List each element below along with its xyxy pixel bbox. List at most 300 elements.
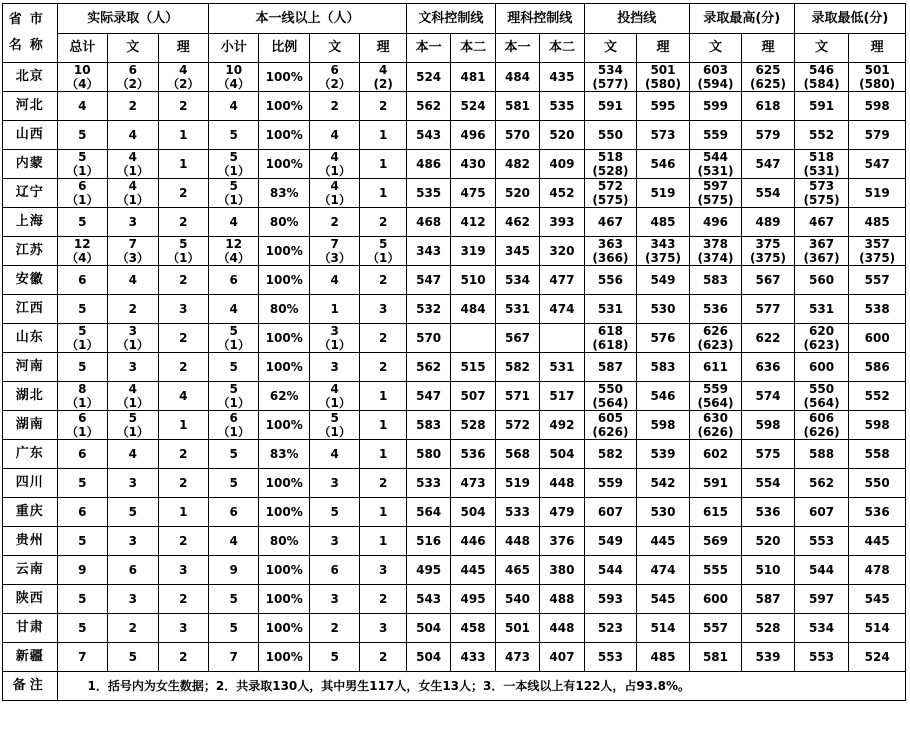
cell-line: 363 — [597, 237, 623, 251]
cell-line: 7 — [128, 237, 137, 251]
table-cell — [57, 382, 107, 411]
sub-header: 本二 — [451, 34, 495, 63]
table-cell: 2 — [360, 92, 406, 121]
table-cell: 100% — [259, 63, 309, 92]
table-cell: 2 — [360, 469, 406, 498]
table-cell: 1 — [360, 440, 406, 469]
table-cell: 593 — [584, 585, 637, 614]
cell-line: 5 — [78, 150, 87, 164]
table-cell: 559 — [689, 121, 742, 150]
cell-line: 10 — [73, 63, 91, 77]
province-cell: 江苏 — [3, 237, 58, 266]
table-cell: 474 — [540, 295, 584, 324]
table-cell: 535 — [540, 92, 584, 121]
table-cell — [584, 411, 637, 440]
cell-line: 4 — [179, 63, 188, 77]
table-cell: 2 — [360, 585, 406, 614]
table-cell: 482 — [495, 150, 539, 179]
province-cell: 河北 — [3, 92, 58, 121]
cell-line: 550 — [809, 382, 835, 396]
table-cell: 83% — [259, 179, 309, 208]
table-cell: 524 — [451, 92, 495, 121]
table-cell: 2 — [309, 92, 359, 121]
table-cell — [540, 324, 584, 353]
table-cell: 543 — [406, 585, 450, 614]
table-cell: 581 — [495, 92, 539, 121]
table-cell: 495 — [406, 556, 450, 585]
table-cell: 517 — [540, 382, 584, 411]
table-cell: 531 — [495, 295, 539, 324]
table-cell: 539 — [637, 440, 690, 469]
table-row — [3, 295, 906, 324]
table-cell: 532 — [406, 295, 450, 324]
table-cell — [309, 382, 359, 411]
table-cell: 553 — [794, 527, 849, 556]
table-cell: 485 — [849, 208, 906, 237]
table-cell: 519 — [637, 179, 690, 208]
table-cell: 523 — [584, 614, 637, 643]
table-cell — [637, 237, 690, 266]
group-submission-line: 投挡线 — [584, 4, 689, 34]
cell-line: 367 — [809, 237, 835, 251]
table-cell: 607 — [584, 498, 637, 527]
table-cell — [360, 63, 406, 92]
table-cell: 5 — [57, 585, 107, 614]
table-cell: 598 — [849, 92, 906, 121]
table-cell: 4 — [309, 121, 359, 150]
cell-line: （2） — [318, 77, 351, 91]
table-cell: 319 — [451, 237, 495, 266]
table-cell: 536 — [689, 295, 742, 324]
sub-header: 比例 — [259, 34, 309, 63]
table-cell: 3 — [309, 527, 359, 556]
table-cell: 554 — [742, 179, 795, 208]
table-cell: 452 — [540, 179, 584, 208]
cell-line: （4） — [217, 77, 250, 91]
table-cell: 9 — [208, 556, 258, 585]
province-cell: 甘肃 — [3, 614, 58, 643]
header-row-sub — [3, 34, 906, 63]
table-cell: 622 — [742, 324, 795, 353]
cell-line: 6 — [330, 63, 339, 77]
table-cell: 549 — [637, 266, 690, 295]
table-cell — [794, 179, 849, 208]
table-cell — [689, 237, 742, 266]
table-cell: 2 — [158, 469, 208, 498]
table-cell: 4 — [208, 295, 258, 324]
cell-line: （1） — [318, 425, 351, 439]
table-cell — [689, 179, 742, 208]
table-cell: 445 — [637, 527, 690, 556]
table-cell — [794, 237, 849, 266]
table-row — [3, 382, 906, 411]
cell-line: (367) — [803, 251, 840, 265]
table-cell: 3 — [158, 614, 208, 643]
table-cell: 1 — [158, 498, 208, 527]
table-cell: 100% — [259, 614, 309, 643]
table-cell: 591 — [794, 92, 849, 121]
note-label: 备注 — [3, 672, 58, 701]
table-cell: 5 — [208, 469, 258, 498]
table-cell: 591 — [689, 469, 742, 498]
table-cell — [309, 411, 359, 440]
table-cell — [689, 324, 742, 353]
table-cell — [584, 382, 637, 411]
cell-line: (531) — [803, 164, 840, 178]
table-cell: 5 — [208, 585, 258, 614]
table-cell: 2 — [108, 92, 158, 121]
table-cell: 544 — [794, 556, 849, 585]
sub-header: 本一 — [495, 34, 539, 63]
cell-line: 625 — [755, 63, 781, 77]
cell-line: 6 — [229, 411, 238, 425]
table-cell: 3 — [309, 585, 359, 614]
cell-line: 5 — [229, 179, 238, 193]
table-cell — [360, 237, 406, 266]
table-cell — [794, 324, 849, 353]
table-cell: 552 — [794, 121, 849, 150]
table-cell: 3 — [309, 469, 359, 498]
group-max-score: 录取最高(分) — [689, 4, 794, 34]
cell-line: (626) — [592, 425, 629, 439]
table-cell: 528 — [742, 614, 795, 643]
table-cell: 100% — [259, 498, 309, 527]
table-cell: 4 — [208, 92, 258, 121]
table-cell: 4 — [208, 527, 258, 556]
table-cell: 343 — [406, 237, 450, 266]
table-cell: 598 — [637, 411, 690, 440]
sub-header: 理 — [637, 34, 690, 63]
table-cell — [208, 382, 258, 411]
table-cell: 5 — [57, 614, 107, 643]
cell-line: (575) — [697, 193, 734, 207]
table-cell: 475 — [451, 179, 495, 208]
table-cell: 495 — [451, 585, 495, 614]
table-cell — [584, 179, 637, 208]
table-cell: 486 — [406, 150, 450, 179]
table-cell: 3 — [108, 469, 158, 498]
table-cell: 514 — [637, 614, 690, 643]
cell-line: 6 — [78, 179, 87, 193]
table-cell: 4 — [309, 440, 359, 469]
cell-line: (623) — [803, 338, 840, 352]
cell-line: 518 — [809, 150, 835, 164]
cell-line: 572 — [597, 179, 623, 193]
table-cell: 591 — [584, 92, 637, 121]
table-cell: 2 — [158, 179, 208, 208]
table-cell: 507 — [451, 382, 495, 411]
table-cell: 636 — [742, 353, 795, 382]
table-cell — [208, 63, 258, 92]
table-cell: 492 — [540, 411, 584, 440]
table-cell: 587 — [742, 585, 795, 614]
table-cell — [794, 382, 849, 411]
table-row — [3, 469, 906, 498]
table-cell: 583 — [637, 353, 690, 382]
cell-line: 597 — [702, 179, 729, 193]
table-cell: 4 — [158, 382, 208, 411]
cell-line: （1） — [116, 193, 149, 207]
cell-line: （3） — [116, 251, 149, 265]
table-cell: 435 — [540, 63, 584, 92]
cell-line: (528) — [592, 164, 629, 178]
table-cell: 485 — [637, 643, 690, 672]
table-cell — [451, 324, 495, 353]
cell-line: (625) — [750, 77, 787, 91]
table-cell: 524 — [849, 643, 906, 672]
table-cell: 80% — [259, 527, 309, 556]
province-cell: 山西 — [3, 121, 58, 150]
table-cell: 530 — [637, 498, 690, 527]
cell-line: (626) — [697, 425, 734, 439]
cell-line: 630 — [702, 411, 729, 425]
table-cell: 9 — [57, 556, 107, 585]
cell-line: （1） — [116, 396, 149, 410]
cell-line: 5 — [330, 411, 339, 425]
table-cell — [208, 324, 258, 353]
table-cell: 552 — [849, 382, 906, 411]
table-cell: 5 — [108, 643, 158, 672]
table-cell: 474 — [637, 556, 690, 585]
table-cell: 2 — [158, 92, 208, 121]
table-cell: 4 — [108, 121, 158, 150]
table-cell: 586 — [849, 353, 906, 382]
sub-header: 理 — [849, 34, 906, 63]
table-cell: 80% — [259, 295, 309, 324]
table-cell: 407 — [540, 643, 584, 672]
table-cell — [208, 150, 258, 179]
table-cell: 465 — [495, 556, 539, 585]
table-cell: 467 — [584, 208, 637, 237]
cell-line: 12 — [225, 237, 243, 251]
table-cell — [309, 324, 359, 353]
table-cell: 4 — [57, 92, 107, 121]
sub-header: 本一 — [406, 34, 450, 63]
table-cell — [849, 237, 906, 266]
table-cell: 6 — [309, 556, 359, 585]
table-cell: 538 — [849, 295, 906, 324]
table-cell: 540 — [495, 585, 539, 614]
cell-line: (375) — [859, 251, 896, 265]
table-cell: 2 — [158, 353, 208, 382]
cell-line: 5 — [229, 150, 238, 164]
cell-line: （1） — [66, 164, 99, 178]
cell-line: (584) — [803, 77, 840, 91]
table-cell: 445 — [451, 556, 495, 585]
cell-line: (2) — [373, 77, 393, 91]
table-cell — [584, 237, 637, 266]
table-cell: 4 — [208, 208, 258, 237]
sub-header: 总计 — [57, 34, 107, 63]
table-cell: 562 — [406, 353, 450, 382]
group-arts-control-line: 文科控制线 — [406, 4, 495, 34]
cell-line: （1） — [66, 193, 99, 207]
cell-line: 605 — [597, 411, 623, 425]
table-cell: 80% — [259, 208, 309, 237]
table-cell: 570 — [495, 121, 539, 150]
cell-line: 8 — [78, 382, 87, 396]
table-cell — [158, 63, 208, 92]
table-cell: 4 — [108, 266, 158, 295]
sub-header: 文 — [584, 34, 637, 63]
cell-line: 4 — [128, 179, 137, 193]
table-cell: 520 — [495, 179, 539, 208]
table-cell: 5 — [208, 121, 258, 150]
table-cell: 345 — [495, 237, 539, 266]
table-cell: 100% — [259, 353, 309, 382]
table-cell: 583 — [689, 266, 742, 295]
cell-line: 4 — [330, 150, 339, 164]
table-cell: 100% — [259, 585, 309, 614]
table-row — [3, 150, 906, 179]
table-cell: 6 — [57, 498, 107, 527]
table-cell: 1 — [360, 179, 406, 208]
table-cell: 83% — [259, 440, 309, 469]
table-cell — [108, 411, 158, 440]
table-cell: 547 — [406, 266, 450, 295]
sub-header: 本二 — [540, 34, 584, 63]
table-cell: 62% — [259, 382, 309, 411]
sub-header: 文 — [108, 34, 158, 63]
cell-line: 5 — [78, 324, 87, 338]
table-cell: 2 — [360, 266, 406, 295]
table-cell: 574 — [742, 382, 795, 411]
table-cell — [689, 150, 742, 179]
province-cell: 四川 — [3, 469, 58, 498]
table-cell: 516 — [406, 527, 450, 556]
table-cell: 488 — [540, 585, 584, 614]
table-cell: 510 — [742, 556, 795, 585]
table-cell: 479 — [540, 498, 584, 527]
table-row — [3, 121, 906, 150]
table-cell: 519 — [849, 179, 906, 208]
sub-header: 小计 — [208, 34, 258, 63]
table-cell: 5 — [57, 208, 107, 237]
table-cell: 1 — [360, 498, 406, 527]
table-cell — [108, 324, 158, 353]
table-cell: 536 — [451, 440, 495, 469]
table-cell — [309, 63, 359, 92]
table-cell: 600 — [689, 585, 742, 614]
table-cell — [742, 63, 795, 92]
table-cell: 554 — [742, 469, 795, 498]
table-cell: 559 — [584, 469, 637, 498]
table-cell: 542 — [637, 469, 690, 498]
table-row — [3, 63, 906, 92]
table-cell: 556 — [584, 266, 637, 295]
table-cell: 1 — [309, 295, 359, 324]
table-cell — [849, 63, 906, 92]
table-cell: 484 — [495, 63, 539, 92]
table-row — [3, 353, 906, 382]
table-cell — [57, 237, 107, 266]
table-cell — [794, 411, 849, 440]
table-cell: 5 — [208, 353, 258, 382]
table-row — [3, 324, 906, 353]
table-cell — [208, 411, 258, 440]
cell-line: 378 — [702, 237, 729, 251]
table-row — [3, 585, 906, 614]
table-cell: 100% — [259, 121, 309, 150]
table-row — [3, 411, 906, 440]
cell-line: 4 — [378, 63, 388, 77]
table-cell — [108, 237, 158, 266]
sub-header: 理 — [742, 34, 795, 63]
table-row — [3, 440, 906, 469]
table-cell: 576 — [637, 324, 690, 353]
cell-line: (564) — [592, 396, 629, 410]
table-cell: 543 — [406, 121, 450, 150]
table-cell — [108, 150, 158, 179]
province-cell: 内蒙 — [3, 150, 58, 179]
table-cell: 3 — [158, 295, 208, 324]
province-cell: 陕西 — [3, 585, 58, 614]
group-actual-admitted: 实际录取（人） — [57, 4, 208, 34]
table-cell: 5 — [208, 440, 258, 469]
cell-line: (564) — [803, 396, 840, 410]
sub-header: 文 — [689, 34, 742, 63]
sub-header: 文 — [309, 34, 359, 63]
table-cell: 569 — [689, 527, 742, 556]
table-cell: 5 — [57, 469, 107, 498]
table-cell: 597 — [794, 585, 849, 614]
table-cell: 477 — [540, 266, 584, 295]
cell-line: （4） — [66, 251, 99, 265]
table-row — [3, 266, 906, 295]
table-cell: 588 — [794, 440, 849, 469]
table-cell: 600 — [794, 353, 849, 382]
cell-line: (375) — [750, 251, 787, 265]
cell-line: （1） — [66, 396, 99, 410]
table-cell: 533 — [495, 498, 539, 527]
table-cell: 530 — [637, 295, 690, 324]
table-cell: 446 — [451, 527, 495, 556]
table-cell: 2 — [158, 266, 208, 295]
table-cell: 2 — [360, 643, 406, 672]
cell-line: 618 — [597, 324, 623, 338]
table-cell — [57, 150, 107, 179]
cell-line: 10 — [225, 63, 243, 77]
cell-line: 620 — [809, 324, 835, 338]
table-cell: 1 — [158, 411, 208, 440]
table-cell: 615 — [689, 498, 742, 527]
table-row — [3, 527, 906, 556]
table-cell: 557 — [849, 266, 906, 295]
table-cell: 572 — [495, 411, 539, 440]
table-cell: 546 — [637, 150, 690, 179]
table-cell: 3 — [360, 614, 406, 643]
table-cell: 579 — [742, 121, 795, 150]
table-cell: 2 — [158, 440, 208, 469]
table-cell: 496 — [689, 208, 742, 237]
table-cell — [309, 237, 359, 266]
table-cell: 570 — [406, 324, 450, 353]
table-cell: 504 — [451, 498, 495, 527]
table-cell: 536 — [849, 498, 906, 527]
table-cell: 376 — [540, 527, 584, 556]
cell-line: (531) — [697, 164, 734, 178]
table-cell: 467 — [794, 208, 849, 237]
table-cell: 2 — [360, 324, 406, 353]
table-cell: 599 — [689, 92, 742, 121]
table-cell: 6 — [108, 556, 158, 585]
table-cell: 545 — [637, 585, 690, 614]
table-cell: 547 — [849, 150, 906, 179]
table-cell: 567 — [742, 266, 795, 295]
province-cell: 新疆 — [3, 643, 58, 672]
table-cell — [584, 324, 637, 353]
table-cell: 555 — [689, 556, 742, 585]
